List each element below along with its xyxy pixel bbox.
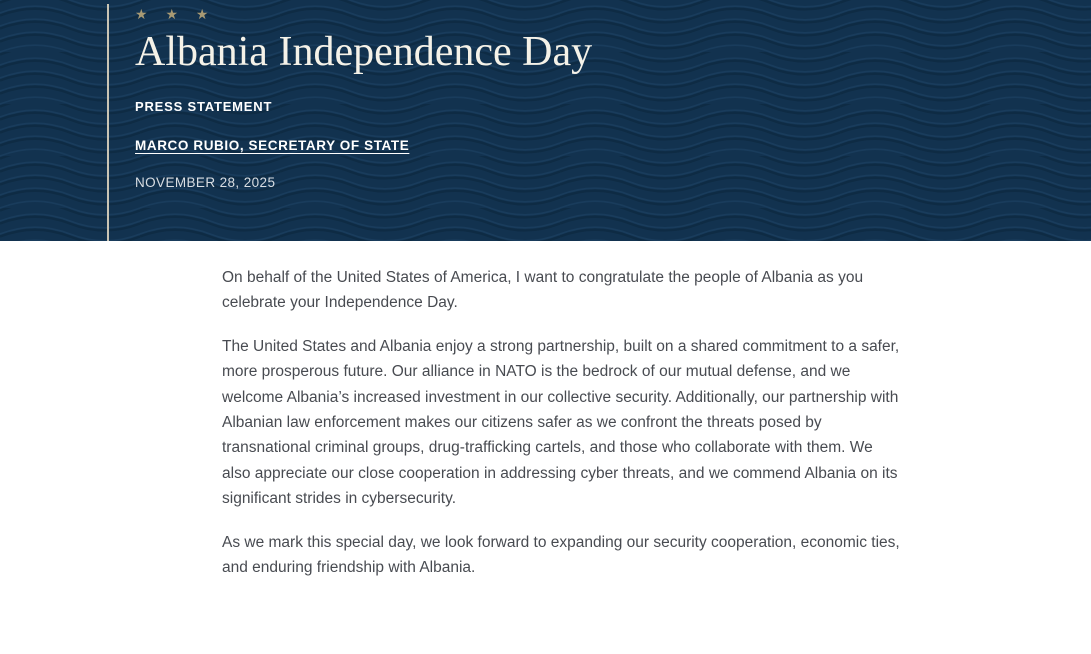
- press-statement-label: PRESS STATEMENT: [135, 99, 273, 114]
- header-content: [0, 0, 1091, 190]
- statement-body: [222, 265, 900, 580]
- statement-paragraph-2: The United States and Albania enjoy a strong partnership, built on a shared commitment to a safer, more prosperous future. Our alliance in NATO is the bedrock of our mutual defense, and we welcome Albania’s increased investment in our collective security. Additionally, our partnership with Albanian law enforcement makes our citizens safer as we confront the threats posed by transnational criminal groups, drug-trafficking cartels, and those who collaborate with them. We also appreciate our close cooperation in addressing cyber threats, and we commend Albania on its significant strides in cybersecurity.: [222, 337, 900, 508]
- author-link[interactable]: MARCO RUBIO, SECRETARY OF STATE: [135, 138, 410, 153]
- press-release-header: [0, 0, 1091, 241]
- statement-paragraph-3: As we mark this special day, we look forward to expanding our security cooperation, economic ties, and enduring friendship with Albania.: [222, 533, 900, 577]
- publish-date: NOVEMBER 28, 2025: [135, 175, 276, 190]
- page-title: Albania Independence Day: [135, 29, 593, 75]
- stars-icon: ★ ★ ★: [135, 6, 216, 22]
- header-accent-line: [107, 4, 109, 241]
- statement-paragraph-1: On behalf of the United States of America, I want to congratulate the people of Albania as you celebrate your Independence Day.: [222, 269, 864, 312]
